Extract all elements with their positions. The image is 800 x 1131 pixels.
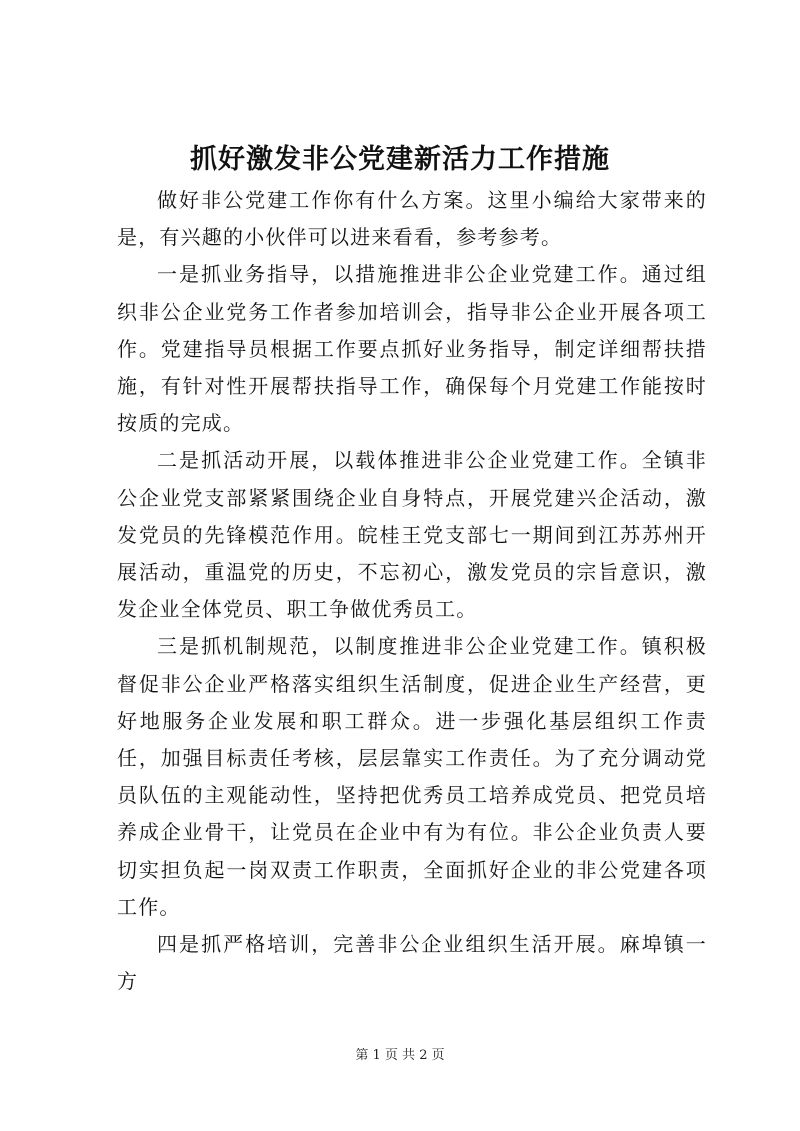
paragraph-training: 四是抓严格培训，完善非公企业组织生活开展。麻埠镇一方 [117, 932, 707, 994]
document-title: 抓好激发非公党建新活力工作措施 [190, 144, 610, 175]
paragraph-intro: 做好非公党建工作你有什么方案。这里小编给大家带来的是，有兴趣的小伙伴可以进来看看，参考参考。 [117, 188, 707, 250]
document-body [117, 182, 707, 1000]
page-footer: 第 1 页 共 2 页 [355, 1048, 445, 1063]
paragraph-mechanism: 三是抓机制规范，以制度推进非公企业党建工作。镇积极督促非公企业严格落实组织生活制度，促进企业生产经营，更好地服务企业发展和职工群众。进一步强化基层组织工作责任，加强目标责任考核，层层靠实工作责任。为了充分调动党员队伍的主观能动性，坚持把优秀员工培养成党员、把党员培养成企业骨干，让党员在企业中有为有位。非公企业负责人要切实担负起一岗双责工作职责，全面抓好企业的非公党建各项工作。 [117, 634, 707, 919]
paragraph-activities: 二是抓活动开展，以载体推进非公企业党建工作。全镇非公企业党支部紧紧围绕企业自身特点，开展党建兴企活动，激发党员的先锋模范作用。皖桂王党支部七一期间到江苏苏州开展活动，重温党的历史，不忘初心，激发党员的宗旨意识，激发企业全体党员、职工争做优秀员工。 [117, 448, 707, 622]
paragraph-business-guidance: 一是抓业务指导，以措施推进非公企业党建工作。通过组织非公企业党务工作者参加培训会，指导非公企业开展各项工作。党建指导员根据工作要点抓好业务指导，制定详细帮扶措施，有针对性开展帮扶指导工作，确保每个月党建工作能按时按质的完成。 [117, 262, 707, 436]
